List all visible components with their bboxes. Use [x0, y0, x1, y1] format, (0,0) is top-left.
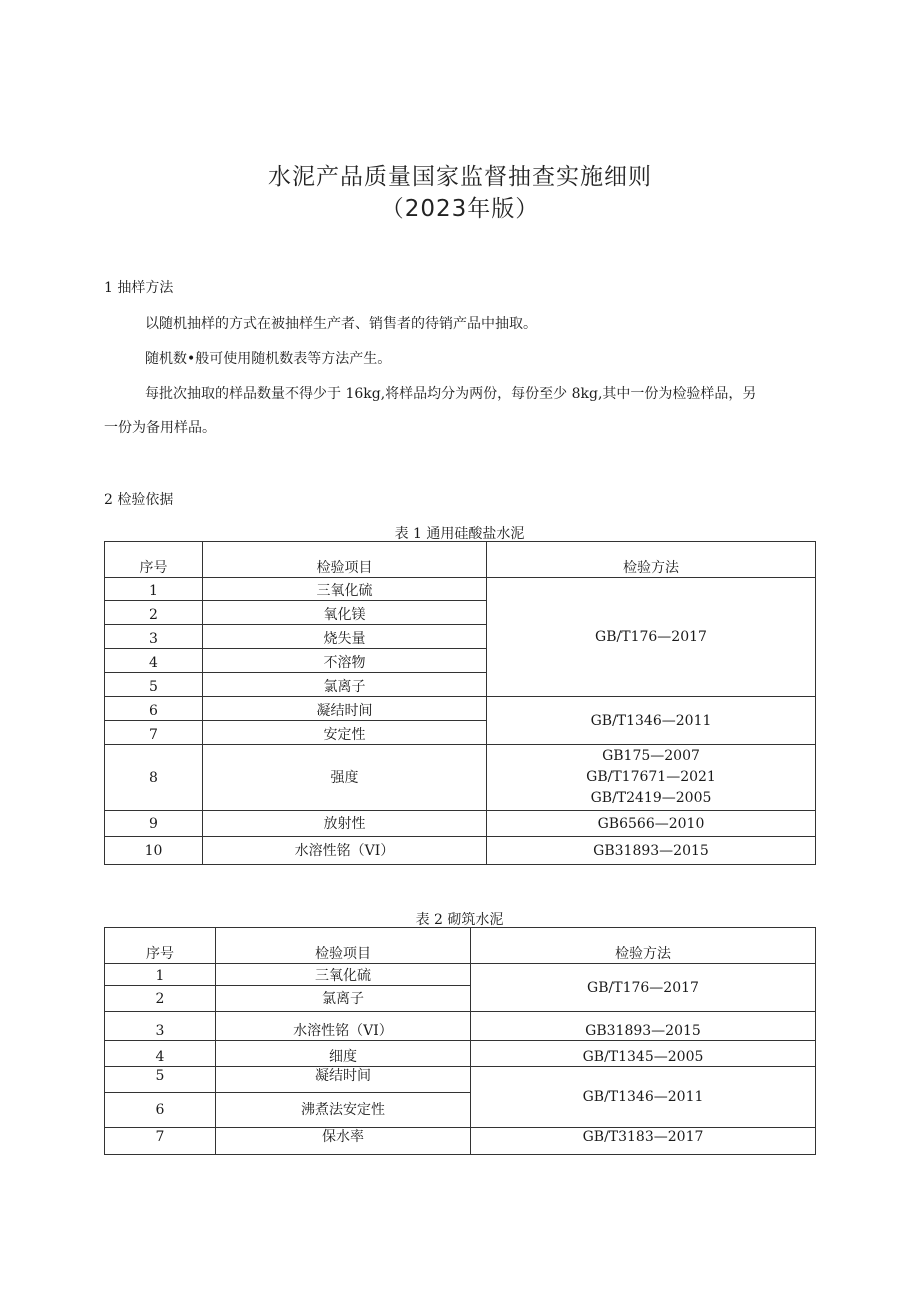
- table-header-row: [105, 542, 816, 578]
- row-item: 三氧化硫: [203, 578, 487, 601]
- paragraph-sampling-method: 以随机抽样的方式在被抽样生产者、销售者的待销产品中抽取。: [145, 316, 537, 332]
- table-row: [105, 1128, 816, 1155]
- table-header-row: [105, 928, 816, 964]
- row-item: 放射性: [203, 811, 487, 837]
- document-subtitle-year: （2023年版）: [380, 196, 540, 222]
- row-no: 2: [105, 601, 203, 625]
- header-no: 序号: [105, 542, 203, 578]
- row-item: 安定性: [203, 721, 487, 745]
- row-item: 水溶性铭（VI）: [216, 1012, 471, 1041]
- paragraph-sample-quantity: 每批次抽取的样品数量不得少于 16kg,将样品均分为两份，每份至少 8kg,其中一份为检验样品，另: [145, 386, 757, 402]
- section-heading-sampling: 1 抽样方法: [104, 280, 174, 296]
- row-no: 1: [105, 964, 216, 986]
- row-item: 凝结时间: [203, 697, 487, 721]
- table-row: [105, 964, 816, 986]
- header-method: 检验方法: [471, 928, 816, 964]
- row-no: 6: [105, 697, 203, 721]
- header-item: 检验项目: [203, 542, 487, 578]
- row-item: 不溶物: [203, 649, 487, 673]
- row-item: 氯离子: [216, 986, 471, 1012]
- row-no: 6: [105, 1093, 216, 1128]
- table1-caption: 表 1 通用硅酸盐水泥: [394, 526, 525, 542]
- row-no: 1: [105, 578, 203, 601]
- row-method-multi: [487, 745, 816, 811]
- row-item: 氯离子: [203, 673, 487, 697]
- row-item: 烧失量: [203, 625, 487, 649]
- row-item: 保水率: [216, 1128, 471, 1155]
- table-row: [105, 837, 816, 865]
- row-no: 3: [105, 1012, 216, 1041]
- row-item: 凝结时间: [216, 1067, 471, 1093]
- row-item: 三氧化硫: [216, 964, 471, 986]
- header-method: 检验方法: [487, 542, 816, 578]
- section-heading-basis: 2 检验依据: [104, 492, 174, 508]
- row-method: GB31893—2015: [487, 837, 816, 865]
- row-no: 5: [105, 673, 203, 697]
- row-method: GB/T1346—2011: [471, 1067, 816, 1128]
- table-row: [105, 1012, 816, 1041]
- header-no: 序号: [105, 928, 216, 964]
- row-no: 4: [105, 649, 203, 673]
- row-method: GB/T1345—2005: [471, 1041, 816, 1067]
- row-no: 2: [105, 986, 216, 1012]
- row-item: 细度: [216, 1041, 471, 1067]
- row-no: 7: [105, 1128, 216, 1155]
- row-no: 5: [105, 1067, 216, 1093]
- row-no: 10: [105, 837, 203, 865]
- row-item: 沸煮法安定性: [216, 1093, 471, 1128]
- method-line: GB/T2419—2005: [590, 790, 712, 806]
- method-line: GB/T17671—2021: [586, 769, 716, 785]
- row-method: GB/T176—2017: [487, 578, 816, 697]
- row-method: GB/T176—2017: [471, 964, 816, 1012]
- table-masonry-cement: [104, 927, 816, 1155]
- row-no: 9: [105, 811, 203, 837]
- paragraph-random-number: 随机数•般可使用随机数表等方法产生。: [145, 351, 392, 367]
- table-row: [105, 697, 816, 721]
- table-row: [105, 1067, 816, 1093]
- row-method: GB/T1346—2011: [487, 697, 816, 745]
- table-row: [105, 578, 816, 601]
- row-no: 8: [105, 745, 203, 811]
- row-no: 4: [105, 1041, 216, 1067]
- row-method: GB31893—2015: [471, 1012, 816, 1041]
- row-no: 7: [105, 721, 203, 745]
- table-general-cement: [104, 541, 816, 865]
- document-title: 水泥产品质量国家监督抽查实施细则: [268, 164, 652, 190]
- table-row: [105, 745, 816, 811]
- paragraph-sample-quantity-cont: 一份为备用样品。: [104, 420, 216, 436]
- table-row: [105, 1041, 816, 1067]
- row-no: 3: [105, 625, 203, 649]
- method-line: GB175—2007: [602, 748, 700, 764]
- row-item: 强度: [203, 745, 487, 811]
- row-method: GB/T3183—2017: [471, 1128, 816, 1155]
- table-row: [105, 811, 816, 837]
- row-item: 水溶性铭（VI）: [203, 837, 487, 865]
- row-item: 氧化镁: [203, 601, 487, 625]
- header-item: 检验项目: [216, 928, 471, 964]
- row-method: GB6566—2010: [487, 811, 816, 837]
- table2-caption: 表 2 砌筑水泥: [415, 912, 504, 928]
